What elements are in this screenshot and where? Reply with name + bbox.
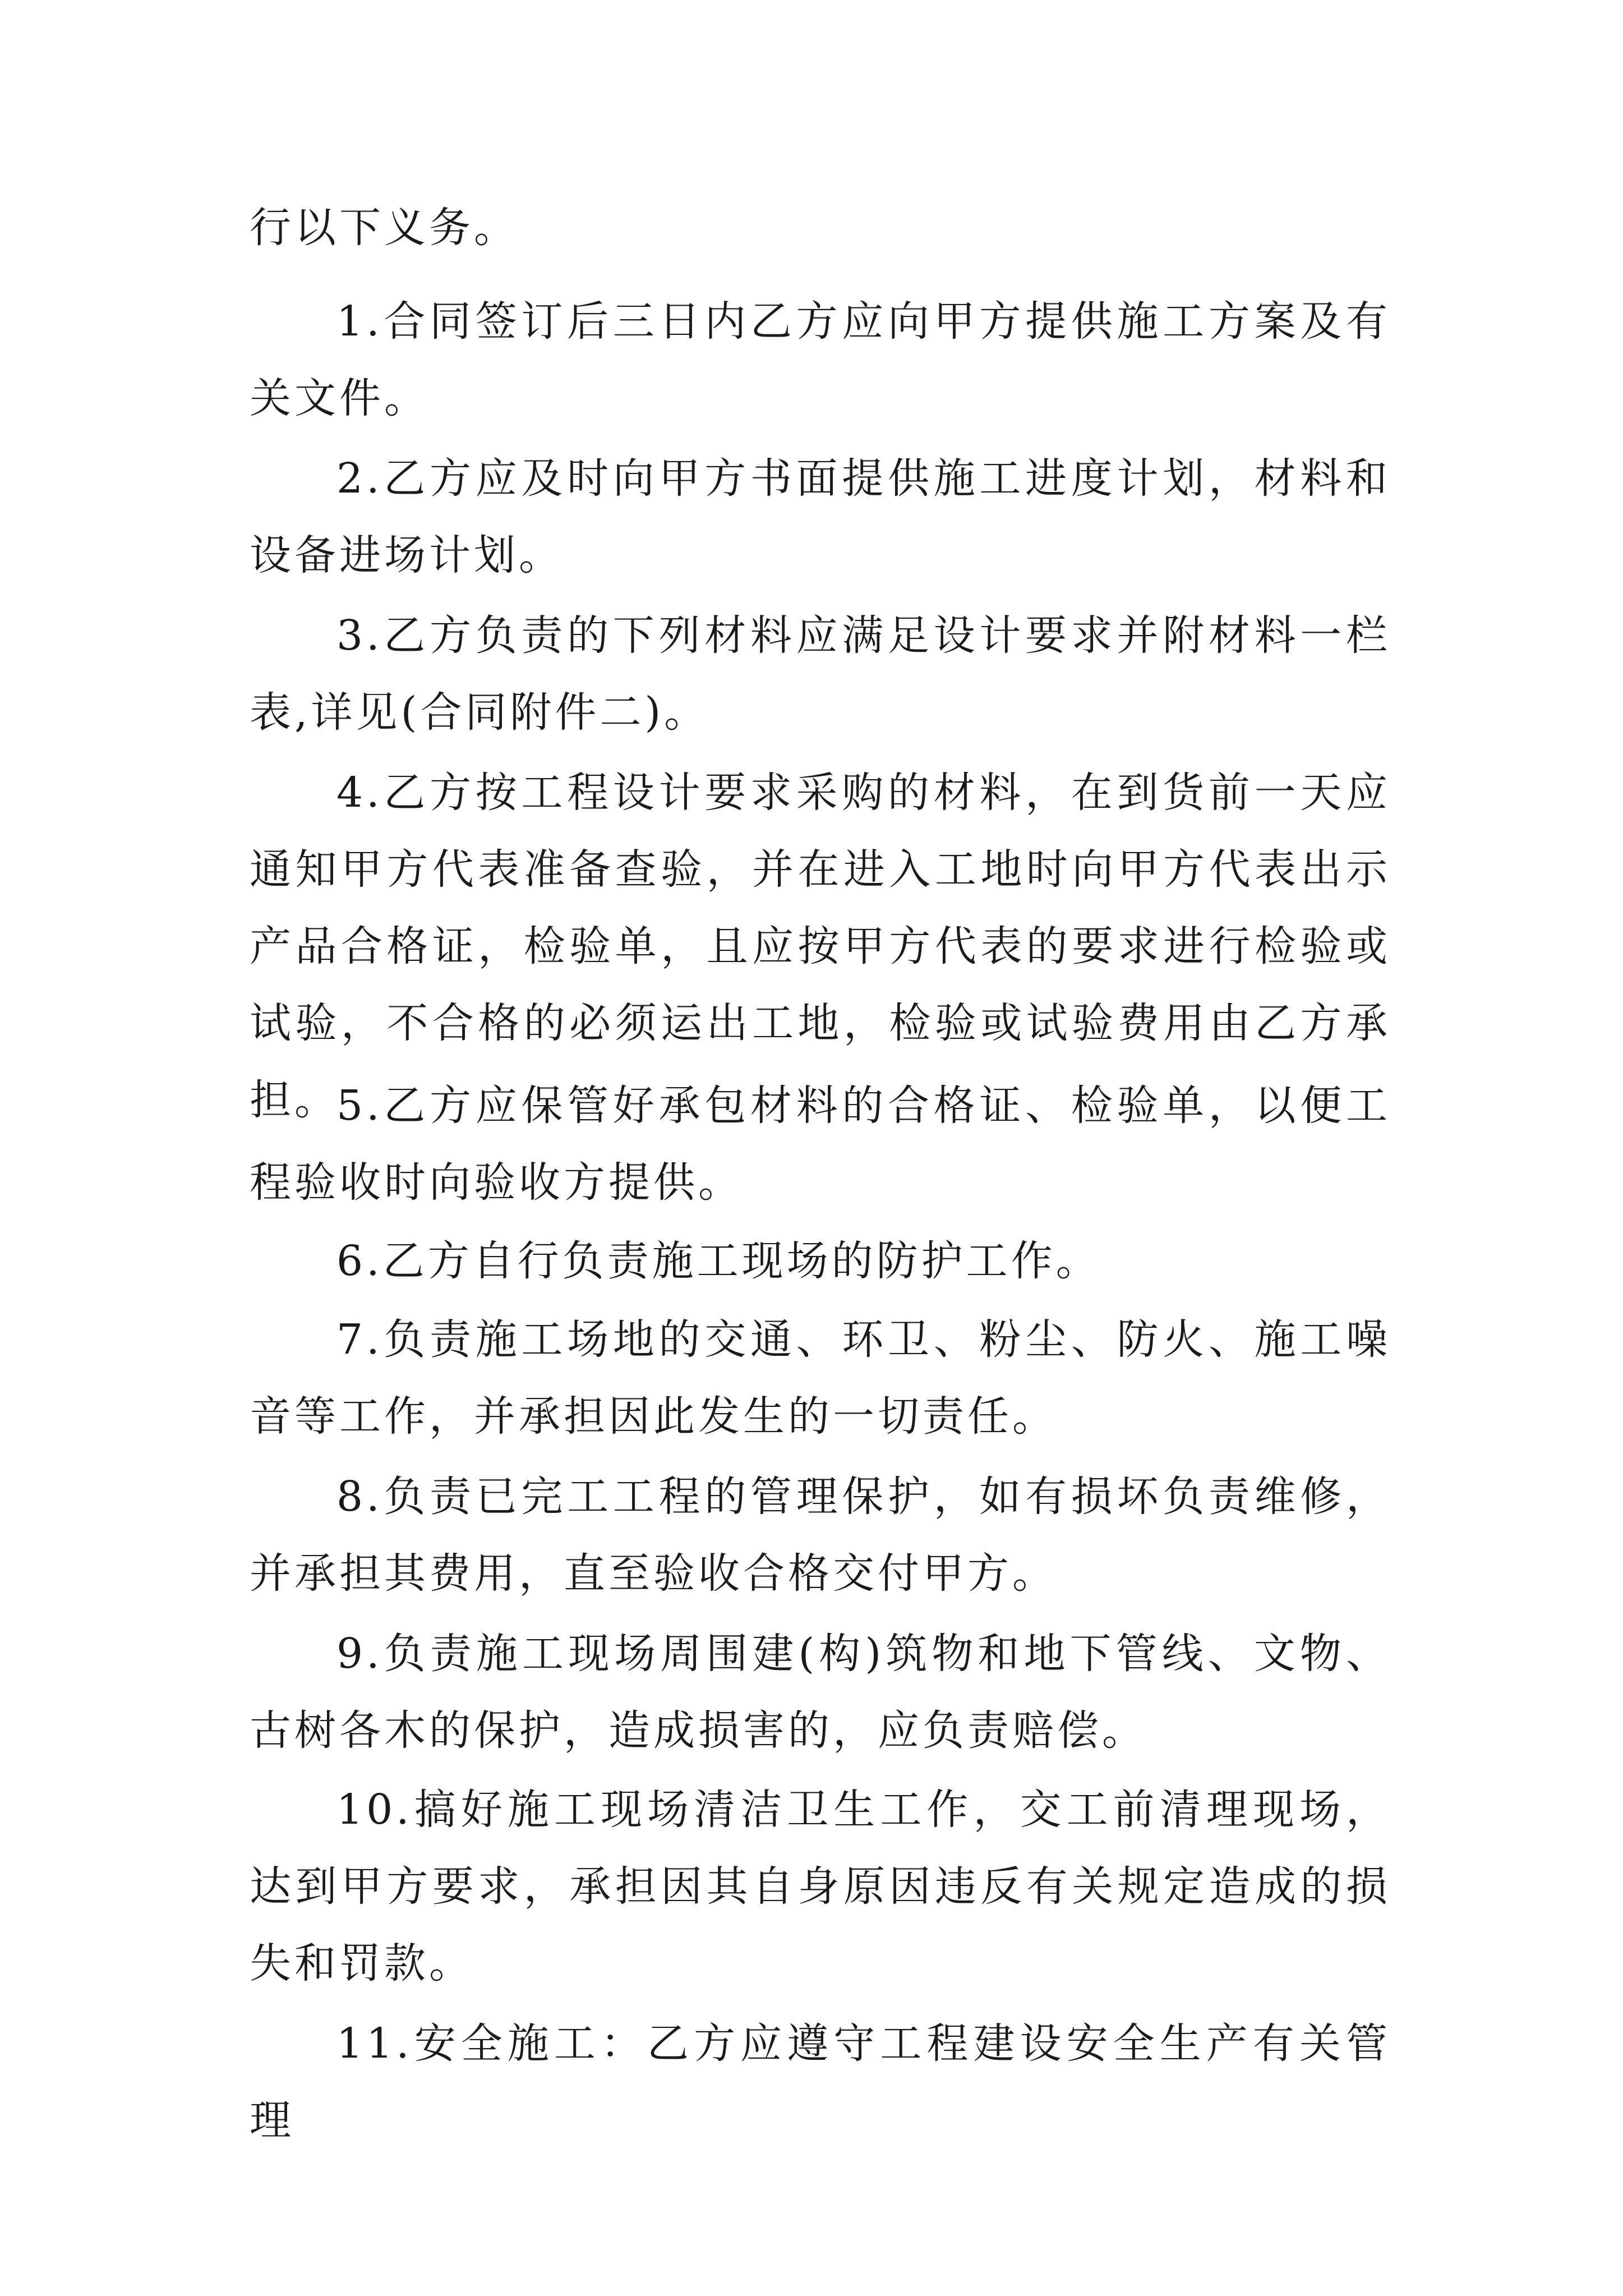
paragraph-item-8: 8.负责已完工工程的管理保护，如有损坏负责维修，并承担其费用，直至验收合格交付甲方。 — [250, 1473, 1391, 1598]
paragraph-item-7: 7.负责施工场地的交通、环卫、粉尘、防火、施工噪音等工作，并承担因此发生的一切责任。 — [250, 1315, 1391, 1441]
paragraph-item-1: 1.合同签订后三日内乙方应向甲方提供施工方案及有关文件。 — [250, 297, 1391, 422]
paragraph-item-5: 5.乙方应保管好承包材料的合格证、检验单，以便工程验收时向验收方提供。 — [250, 1082, 1391, 1207]
paragraph-item-10: 10.搞好施工现场清洁卫生工作，交工前清理现场，达到甲方要求，承担因其自身原因违反有关规定造成的损失和罚款。 — [250, 1786, 1391, 1987]
paragraph-item-4: 4.乙方按工程设计要求采购的材料，在到货前一天应通知甲方代表准备查验，并在进入工地时向甲方代表出示产品合格证，检验单，且应按甲方代表的要求进行检验或试验，不合格的必须运出工地，检验或试验费用由乙方承担。 — [250, 769, 1391, 1124]
paragraph-item-9: 9.负责施工现场周围建(构)筑物和地下管线、文物、古树各木的保护，造成损害的，应负责赔偿。 — [250, 1630, 1391, 1755]
paragraph-item-6: 6.乙方自行负责施工现场的防护工作。 — [336, 1237, 1101, 1285]
paragraph-item-3: 3.乙方负责的下列材料应满足设计要求并附材料一栏表,详见(合同附件二)。 — [250, 611, 1391, 737]
paragraph-continuation: 行以下义务。 — [250, 204, 519, 252]
paragraph-item-11: 11.安全施工：乙方应遵守工程建设安全生产有关管理 — [250, 2019, 1391, 2145]
paragraph-item-2: 2.乙方应及时向甲方书面提供施工进度计划，材料和设备进场计划。 — [250, 454, 1391, 579]
